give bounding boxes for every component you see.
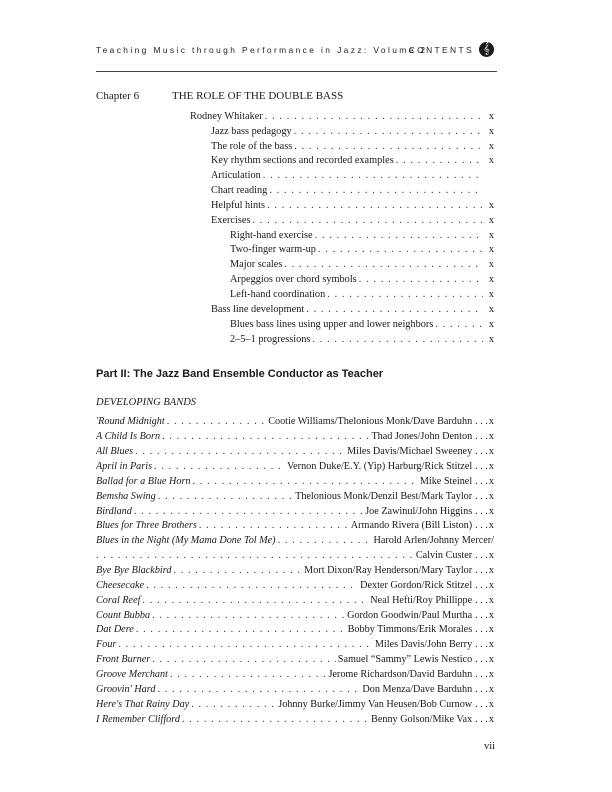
- entry-page: . . . x: [472, 414, 494, 429]
- toc-entry-label: Major scales: [230, 259, 283, 270]
- toc-entry[interactable]: [230, 273, 494, 287]
- part-heading: Part II: The Jazz Band Ensemble Conductor as Teacher: [96, 368, 384, 380]
- toc-entry-page: x: [488, 289, 494, 300]
- leader-dots: [294, 140, 483, 154]
- leader-dots: [294, 125, 483, 139]
- toc-entry-page: x: [488, 215, 494, 226]
- leader-dots: [136, 622, 346, 637]
- leader-dots: [265, 110, 483, 124]
- toc-entry[interactable]: [96, 593, 494, 608]
- toc-entry-continued[interactable]: [96, 548, 494, 563]
- leader-dots: [318, 243, 483, 257]
- toc-entry-page: [483, 169, 494, 183]
- toc-entry[interactable]: [230, 288, 494, 302]
- entry-page: . . . x: [472, 504, 494, 519]
- entry-title: A Child Is Born: [96, 431, 161, 442]
- entry-authors: Thad Jones/John Denton: [371, 431, 473, 442]
- toc-entry-label: Two-finger warm-up: [230, 244, 316, 255]
- toc-entry-page: x: [488, 274, 494, 285]
- toc-entry-page: x: [488, 319, 494, 330]
- toc-entry[interactable]: [96, 444, 494, 459]
- entry-page: . . . x: [472, 548, 494, 563]
- entry-title: Coral Reef: [96, 595, 141, 606]
- entry-authors: Jerome Richardson/David Barduhn: [328, 669, 473, 680]
- toc-entry-page: x: [488, 111, 494, 122]
- leader-dots: [135, 444, 345, 459]
- toc-entry-page: [483, 184, 494, 198]
- entry-title: 'Round Midnight: [96, 416, 165, 427]
- leader-dots: [158, 489, 293, 504]
- entry-authors: Bobby Timmons/Erik Morales: [347, 624, 473, 635]
- entry-authors: Thelonious Monk/Denzil Best/Mark Taylor: [295, 491, 473, 502]
- leader-dots: [327, 288, 483, 302]
- toc-entry[interactable]: [211, 169, 494, 183]
- entry-title: April in Paris: [96, 461, 153, 472]
- entry-page: . . . x: [472, 682, 494, 697]
- toc-entry[interactable]: [96, 474, 494, 489]
- toc-entry[interactable]: [96, 533, 494, 548]
- leader-dots: [278, 533, 372, 548]
- toc-entry-page: x: [488, 334, 494, 345]
- toc-entry-label: Right-hand exercise: [230, 230, 313, 241]
- toc-entry-label: The role of the bass: [211, 141, 293, 152]
- leader-dots: [182, 712, 369, 727]
- toc-entry[interactable]: [211, 199, 494, 213]
- toc-entry[interactable]: [96, 667, 494, 682]
- entry-page: . . . x: [472, 518, 494, 533]
- toc-entry-page: x: [488, 155, 494, 166]
- entry-title: Four: [96, 639, 117, 650]
- toc-entry-page: x: [488, 141, 494, 152]
- entry-authors: Armando Rivera (Bill Liston): [350, 520, 473, 531]
- toc-entry[interactable]: [96, 608, 494, 623]
- toc-entry[interactable]: [96, 518, 494, 533]
- leader-dots: [96, 548, 414, 563]
- leader-dots: [152, 608, 345, 623]
- entry-authors: Cootie Williams/Thelonious Monk/Dave Barduhn: [268, 416, 473, 427]
- toc-entry-label: Key rhythm sections and recorded examples: [211, 155, 394, 166]
- toc-entry-label: Helpful hints: [211, 200, 266, 211]
- entry-title: Groove Merchant: [96, 669, 168, 680]
- toc-entry[interactable]: [211, 303, 494, 317]
- toc-entry[interactable]: [190, 110, 494, 124]
- toc-entry[interactable]: [230, 333, 494, 347]
- chapter-label: Chapter 6: [96, 90, 140, 102]
- toc-entry-label: Rodney Whitaker: [190, 111, 263, 122]
- toc-entry[interactable]: [96, 622, 494, 637]
- entry-title: Count Bubba: [96, 610, 151, 621]
- toc-entry[interactable]: [96, 504, 494, 519]
- toc-entry[interactable]: [211, 140, 494, 154]
- running-head: [96, 42, 496, 58]
- entry-authors: Mike Steinel: [419, 476, 473, 487]
- leader-dots: [284, 258, 483, 272]
- toc-entry-page: x: [488, 230, 494, 241]
- leader-dots: [359, 273, 483, 287]
- entry-title: Bye Bye Blackbird: [96, 565, 172, 576]
- leader-dots: [396, 154, 483, 168]
- leader-dots: [146, 578, 358, 593]
- entry-authors: Miles Davis/Michael Sweeney: [347, 446, 473, 457]
- toc-entry[interactable]: [230, 258, 494, 272]
- toc-entry-page: x: [488, 244, 494, 255]
- entry-page: . . . x: [472, 489, 494, 504]
- entry-page: . . . x: [472, 474, 494, 489]
- entry-page: . . . x: [472, 622, 494, 637]
- entry-title: Groovin' Hard: [96, 684, 156, 695]
- leader-dots: [170, 667, 326, 682]
- entry-page: . . . x: [472, 652, 494, 667]
- entry-page: . . . x: [472, 593, 494, 608]
- entry-authors: Gordon Goodwin/Paul Murtha: [347, 610, 473, 621]
- entry-page: . . . x: [472, 578, 494, 593]
- entry-authors: Vernon Duke/E.Y. (Yip) Harburg/Rick Stitzel: [286, 461, 473, 472]
- toc-entry-label: Blues bass lines using upper and lower neighbors: [230, 319, 434, 330]
- toc-entry-label: Articulation: [211, 170, 261, 181]
- leader-dots: [263, 169, 483, 183]
- toc-entry-label: 2–5–1 progressions: [230, 334, 311, 345]
- toc-entry[interactable]: [96, 578, 494, 593]
- leader-dots: [134, 504, 363, 519]
- entry-page: . . . x: [472, 444, 494, 459]
- toc-entry[interactable]: [96, 652, 494, 667]
- toc-entry[interactable]: [211, 184, 494, 198]
- leader-dots: [269, 184, 483, 198]
- entry-title: Here's That Rainy Day: [96, 699, 190, 710]
- toc-entry-label: Arpeggios over chord symbols: [230, 274, 357, 285]
- toc-entry-page: x: [488, 200, 494, 211]
- toc-entry[interactable]: [230, 243, 494, 257]
- entry-authors: Neal Hefti/Roy Phillippe: [370, 595, 473, 606]
- entry-title: Blues for Three Brothers: [96, 520, 197, 531]
- entry-page: . . . x: [472, 429, 494, 444]
- toc-entry-page: x: [488, 259, 494, 270]
- toc-entry-page: x: [488, 126, 494, 137]
- toc-entry-label: Left-hand coordination: [230, 289, 326, 300]
- toc-entry[interactable]: [96, 697, 494, 712]
- leader-dots: [152, 652, 336, 667]
- entry-authors: Calvin Custer: [415, 550, 473, 561]
- toc-entry[interactable]: [96, 637, 494, 652]
- toc-entry-label: Chart reading: [211, 185, 268, 196]
- leader-dots: [435, 318, 483, 332]
- leader-dots: [173, 563, 302, 578]
- entry-title: Ballad for a Blue Horn: [96, 476, 191, 487]
- toc-entry[interactable]: [230, 318, 494, 332]
- leader-dots: [154, 459, 285, 474]
- entry-authors: Joe Zawinul/John Higgins: [365, 506, 473, 517]
- entry-authors: Johnny Burke/Jimmy Van Heusen/Bob Curnow: [278, 699, 473, 710]
- toc-entry[interactable]: [96, 682, 494, 697]
- entry-authors: Dexter Gordon/Rick Stitzel: [360, 580, 473, 591]
- leader-dots: [199, 518, 349, 533]
- entry-title: Dat Dere: [96, 624, 134, 635]
- entry-page: . . . x: [472, 563, 494, 578]
- toc-entry[interactable]: [230, 229, 494, 243]
- toc-entry-page: x: [488, 304, 494, 315]
- toc-entry[interactable]: [96, 563, 494, 578]
- entry-page: . . . x: [472, 667, 494, 682]
- toc-entry-label: Bass line development: [211, 304, 305, 315]
- treble-clef-icon: 𝄞: [479, 42, 494, 57]
- page-number: vii: [484, 741, 496, 752]
- entry-page: . . . x: [472, 712, 494, 727]
- leader-dots: [315, 229, 483, 243]
- entry-authors: Harold Arlen/Johnny Mercer/: [373, 535, 494, 546]
- toc-entry[interactable]: [96, 429, 494, 444]
- entry-title: Front Burner: [96, 654, 151, 665]
- toc-entry[interactable]: [96, 459, 494, 474]
- leader-dots: [167, 414, 267, 429]
- entry-title: Bemsha Swing: [96, 491, 156, 502]
- header-rule: [96, 71, 497, 72]
- entry-page: . . . x: [472, 637, 494, 652]
- entry-authors: Samuel “Sammy” Lewis Nestico: [337, 654, 473, 665]
- entry-authors: Don Menza/Dave Barduhn: [362, 684, 473, 695]
- leader-dots: [252, 214, 483, 228]
- toc-entry[interactable]: [211, 214, 494, 228]
- toc-entry[interactable]: [96, 414, 494, 429]
- toc-entry-label: Jazz bass pedagogy: [211, 126, 292, 137]
- toc-entry[interactable]: [211, 125, 494, 139]
- running-title: Teaching Music through Performance in Jazz: Volume 2: [96, 45, 428, 55]
- leader-dots: [312, 333, 483, 347]
- toc-entry[interactable]: [96, 489, 494, 504]
- leader-dots: [118, 637, 372, 652]
- entry-title: Cheesecake: [96, 580, 145, 591]
- toc-entry[interactable]: [211, 154, 494, 168]
- leader-dots: [306, 303, 483, 317]
- entry-authors: Mort Dixon/Ray Henderson/Mary Taylor: [304, 565, 473, 576]
- entry-page: . . . x: [472, 459, 494, 474]
- leader-dots: [162, 429, 369, 444]
- entry-page: . . . x: [472, 608, 494, 623]
- entry-title: Blues in the Night (My Mama Done Tol Me): [96, 535, 276, 546]
- entry-page: . . . x: [472, 697, 494, 712]
- contents-label[interactable]: CONTENTS: [408, 45, 474, 55]
- toc-entry[interactable]: [96, 712, 494, 727]
- section-heading: DEVELOPING BANDS: [96, 397, 197, 408]
- chapter-title: THE ROLE OF THE DOUBLE BASS: [172, 90, 344, 102]
- entry-authors: Miles Davis/John Berry: [374, 639, 473, 650]
- entry-authors: Benny Golson/Mike Vax: [371, 714, 473, 725]
- leader-dots: [157, 682, 360, 697]
- leader-dots: [267, 199, 483, 213]
- toc-entry-label: Exercises: [211, 215, 251, 226]
- leader-dots: [193, 474, 418, 489]
- entry-title: All Blues: [96, 446, 134, 457]
- entry-title: I Remember Clifford: [96, 714, 180, 725]
- entry-title: Birdland: [96, 506, 132, 517]
- leader-dots: [142, 593, 368, 608]
- leader-dots: [191, 697, 276, 712]
